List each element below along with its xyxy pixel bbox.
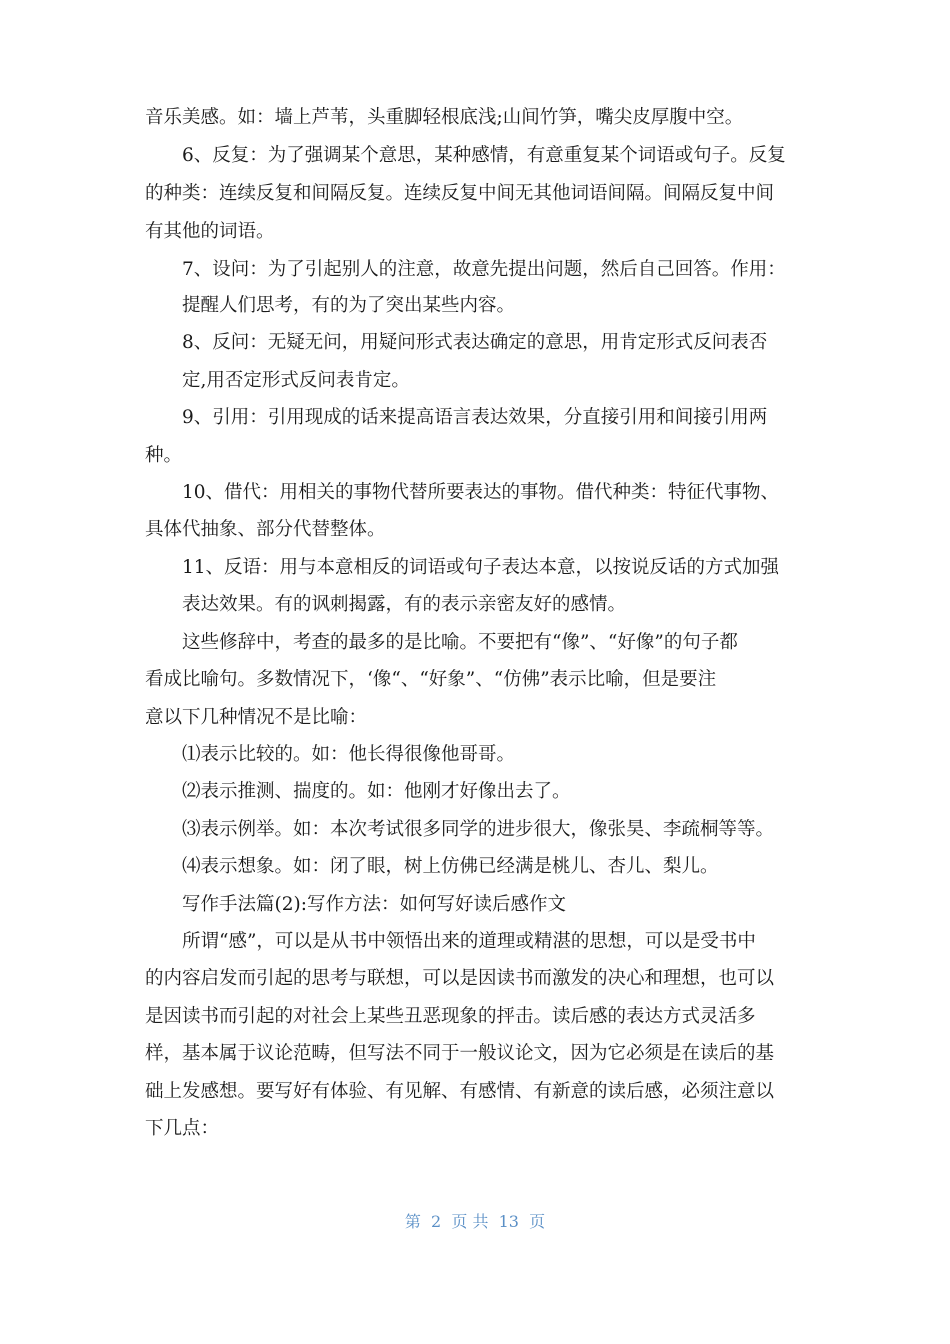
paragraph-line: 的内容启发而引起的思考与联想，可以是因读书而激发的决心和理想，也可以 [145,968,775,989]
paragraph-line: 的种类：连续反复和间隔反复。连续反复中间无其他词语间隔。间隔反复中间 [145,183,775,204]
paragraph-line: 11、反语：用与本意相反的词语或句子表达本意，以按说反话的方式加强 [182,557,780,578]
paragraph-line: 10、借代：用相关的事物代替所要表达的事物。借代种类：特征代事物、 [182,482,780,503]
paragraph-line: 提醒人们思考，有的为了突出某些内容。 [182,295,516,316]
list-item: ⑶表示例举。如：本次考试很多同学的进步很大，像张昊、李疏桐等等。 [182,819,775,840]
paragraph-line: 定,用否定形式反问表肯定。 [182,370,410,391]
paragraph-line: 9、引用：引用现成的话来提高语言表达效果，分直接引用和间接引用两 [182,407,768,428]
paragraph-line: 是因读书而引起的对社会上某些丑恶现象的抨击。读后感的表达方式灵活多 [145,1006,756,1027]
paragraph-line: 础上发感想。要写好有体验、有见解、有感情、有新意的读后感，必须注意以 [145,1081,775,1102]
paragraph-line: 样，基本属于议论范畴，但写法不同于一般议论文，因为它必须是在读后的基 [145,1043,775,1064]
paragraph-line: 所谓“感”，可以是从书中领悟出来的道理或精湛的思想，可以是受书中 [182,931,756,952]
list-item: ⑵表示推测、揣度的。如：他刚才好像出去了。 [182,781,571,802]
section-heading: 写作手法篇(2):写作方法：如何写好读后感作文 [182,894,566,915]
paragraph-line: 看成比喻句。多数情况下，‘像“、“好象”、“仿佛”表示比喻，但是要注 [145,669,717,690]
paragraph-line: 有其他的词语。 [145,221,275,242]
paragraph-line: 6、反复：为了强调某个意思，某种感情，有意重复某个词语或句子。反复 [182,145,786,166]
paragraph-line: 下几点： [145,1118,220,1139]
list-item: ⑴表示比较的。如：他长得很像他哥哥。 [182,744,516,765]
paragraph-line: 8、反问：无疑无问，用疑问形式表达确定的意思，用肯定形式反问表否 [182,332,768,353]
paragraph-line: 音乐美感。如：墙上芦苇，头重脚轻根底浅;山间竹笋，嘴尖皮厚腹中空。 [145,107,744,128]
paragraph-line: 这些修辞中，考查的最多的是比喻。不要把有“像”、“好像”的句子都 [182,632,738,653]
paragraph-line: 意以下几种情况不是比喻： [145,707,368,728]
paragraph-line: 种。 [145,445,183,466]
paragraph-line: 7、设问：为了引起别人的注意，故意先提出问题，然后自己回答。作用： [182,259,786,280]
paragraph-line: 具体代抽象、部分代替整体。 [145,519,386,540]
page-number-footer: 第 2 页 共 13 页 [404,1212,546,1231]
list-item: ⑷表示想象。如：闭了眼，树上仿佛已经满是桃儿、杏儿、梨儿。 [182,856,719,877]
paragraph-line: 表达效果。有的讽刺揭露，有的表示亲密友好的感情。 [182,594,627,615]
